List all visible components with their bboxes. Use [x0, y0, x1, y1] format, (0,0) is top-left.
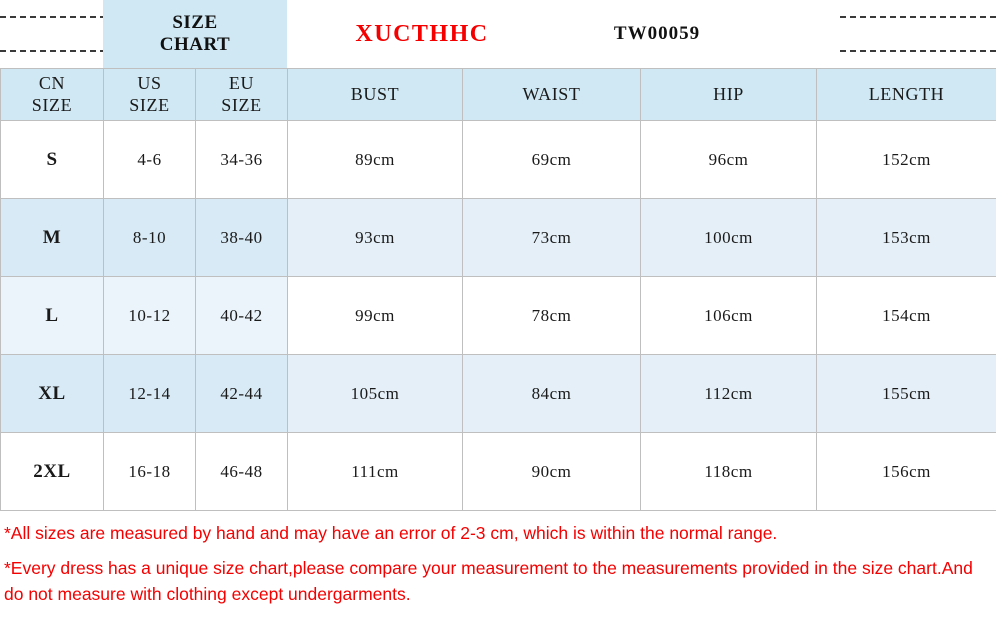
cell-waist: 69cm: [463, 121, 641, 199]
cell-eu-size: 40-42: [196, 277, 288, 355]
cell-bust: 93cm: [288, 199, 463, 277]
header-spacer-left: [0, 0, 103, 68]
cell-eu-size: 34-36: [196, 121, 288, 199]
cell-cn-size: 2XL: [1, 433, 104, 511]
column-header-us-size-line1: US: [137, 72, 162, 93]
cell-cn-size: S: [1, 121, 104, 199]
column-header-length: LENGTH: [817, 69, 996, 121]
table-row: [1, 355, 996, 433]
cell-cn-size: L: [1, 277, 104, 355]
table-row: [1, 277, 996, 355]
cell-eu-size: 38-40: [196, 199, 288, 277]
cell-hip: 96cm: [641, 121, 817, 199]
table-row: [1, 433, 996, 511]
cell-us-size: 16-18: [104, 433, 196, 511]
table-header-row: [1, 69, 996, 121]
style-code: TW00059: [613, 23, 701, 44]
cell-length: 154cm: [817, 277, 996, 355]
size-chart-title-line1: SIZE: [172, 11, 218, 33]
size-table: [0, 68, 996, 511]
column-header-eu-size-line2: SIZE: [221, 94, 262, 115]
size-chart-title: [103, 0, 287, 68]
cell-waist: 84cm: [463, 355, 641, 433]
cell-cn-size: M: [1, 199, 104, 277]
cell-waist: 78cm: [463, 277, 641, 355]
brand-name: XUCTHHC: [355, 20, 489, 47]
cell-us-size: 10-12: [104, 277, 196, 355]
table-header: [1, 69, 996, 121]
cell-cn-size: XL: [1, 355, 104, 433]
column-header-eu-size: [196, 69, 288, 121]
cell-waist: 73cm: [463, 199, 641, 277]
cell-hip: 106cm: [641, 277, 817, 355]
column-header-cn-size-line1: CN: [38, 72, 66, 93]
cell-hip: 112cm: [641, 355, 817, 433]
size-chart-title-line2: CHART: [159, 34, 231, 55]
column-header-us-size: [104, 69, 196, 121]
note-measurement-tolerance: *All sizes are measured by hand and may have an error of 2-3 cm, which is within the normal range.: [4, 523, 778, 543]
cell-bust: 105cm: [288, 355, 463, 433]
cell-length: 155cm: [817, 355, 996, 433]
cell-us-size: 4-6: [104, 121, 196, 199]
cell-us-size: 12-14: [104, 355, 196, 433]
cell-length: 152cm: [817, 121, 996, 199]
cell-length: 156cm: [817, 433, 996, 511]
cell-eu-size: 46-48: [196, 433, 288, 511]
table-row: [1, 199, 996, 277]
column-header-eu-size-line1: EU: [228, 72, 255, 93]
note-unique-size-chart: *Every dress has a unique size chart,please compare your measurement to the measurements provided in the size chart.And do not measure with clothing except undergarments.: [4, 558, 973, 604]
cell-hip: 100cm: [641, 199, 817, 277]
column-header-cn-size: [1, 69, 104, 121]
cell-us-size: 8-10: [104, 199, 196, 277]
column-header-bust: BUST: [288, 69, 463, 121]
document-header: [0, 0, 996, 68]
cell-bust: 89cm: [288, 121, 463, 199]
cell-hip: 118cm: [641, 433, 817, 511]
column-header-hip: HIP: [641, 69, 817, 121]
cell-eu-size: 42-44: [196, 355, 288, 433]
cell-waist: 90cm: [463, 433, 641, 511]
column-header-us-size-line2: SIZE: [129, 94, 170, 115]
cell-length: 153cm: [817, 199, 996, 277]
table-row: [1, 121, 996, 199]
column-header-cn-size-line2: SIZE: [31, 94, 73, 115]
cell-bust: 99cm: [288, 277, 463, 355]
column-header-waist: WAIST: [463, 69, 641, 121]
notes-section: [0, 511, 996, 607]
cell-bust: 111cm: [288, 433, 463, 511]
table-body: [1, 121, 996, 511]
